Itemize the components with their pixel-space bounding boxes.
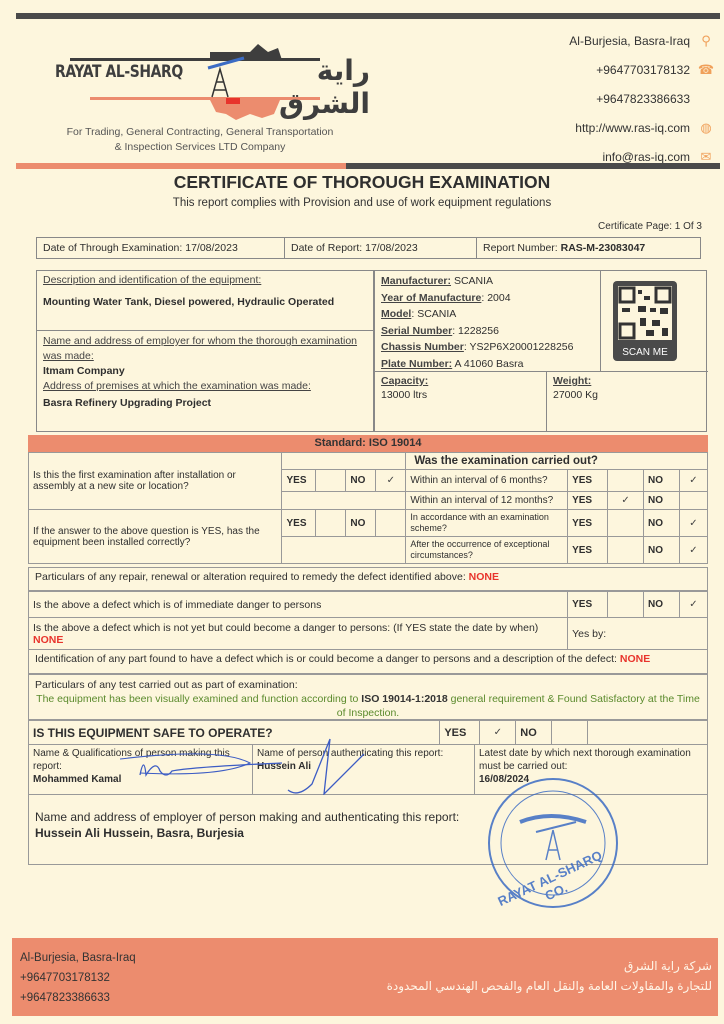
exam-date-cell <box>37 238 285 258</box>
footer-address: Al-Burjesia, Basra-Iraq <box>20 952 136 964</box>
report-maker-label: Name & Qualifications of person making this report: <box>33 748 230 772</box>
q2-no-label: NO <box>346 510 376 537</box>
employer-of-maker-label: Name and address of employer of person making and authenticating this report: <box>35 810 460 824</box>
plate-value: A 41060 Basra <box>454 357 524 370</box>
spacer-cell <box>282 537 406 564</box>
contact-phone-2 <box>414 84 714 113</box>
plate-line <box>381 356 594 373</box>
test-text-2: general requirement & Found Satisfactory at the Time of Inspection. <box>336 693 700 719</box>
qr-scan-label: SCAN ME <box>622 347 668 358</box>
standard-banner: Standard: ISO 19014 <box>28 435 708 452</box>
globe-icon: ◍ <box>700 119 712 135</box>
q2-yes-checkbox[interactable] <box>316 510 346 537</box>
manufacturer-line <box>381 273 594 290</box>
q1-no-label: NO <box>346 470 376 492</box>
chassis-line: Chassis Number: YS2P6X20001228256 <box>381 341 574 353</box>
identification-row <box>28 649 708 674</box>
interval-12-yes-checkbox[interactable]: ✓ <box>608 492 644 510</box>
interval-12-no-label: NO <box>643 492 679 510</box>
future-danger-label: Is the above a defect which is not yet but could become a danger to persons: (If YES state the date by when) <box>33 621 539 634</box>
header-divider-accent <box>16 163 346 169</box>
immediate-yes-label: YES <box>568 592 608 618</box>
report-number-label: Report Number: <box>483 242 558 254</box>
weight-value: 27000 Kg <box>553 389 598 401</box>
report-maker-name: Mohammed Kamal <box>33 774 122 785</box>
chassis-label: Chassis Number <box>381 341 464 353</box>
q1-no-checkbox[interactable]: ✓ <box>376 470 406 492</box>
page-subtitle: This report complies with Provision and use of work equipment regulations <box>172 197 552 209</box>
report-date-value: 17/08/2023 <box>365 242 418 254</box>
contact-phone-1 <box>414 55 714 84</box>
model-label: Model <box>381 308 412 320</box>
equipment-specs-panel <box>374 270 707 432</box>
tagline-line-1: For Trading, General Contracting, General Transportation <box>66 126 334 138</box>
description-label: Description and identification of the equipment: <box>43 274 262 286</box>
qr-code[interactable] <box>613 281 677 361</box>
employer-value: Itmam Company <box>43 365 125 377</box>
interval-6-yes-label: YES <box>568 470 608 492</box>
spacer-cell <box>588 721 708 745</box>
carried-out-title: Was the examination carried out? <box>406 453 708 470</box>
exam-scheme-label: In accordance with an examination scheme? <box>406 510 568 537</box>
blank-icon-spacer <box>698 91 714 107</box>
exceptional-yes-label: YES <box>568 537 608 564</box>
test-label: Particulars of any test carried out as part of examination: <box>35 679 298 691</box>
immediate-no-label: NO <box>644 592 680 618</box>
first-exam-question: Is this the first examination after installation or assembly at a new site or location? <box>29 453 282 510</box>
footer-phone-1: +9647703178132 <box>20 972 110 984</box>
test-text-1: The equipment has been visually examined and function according to <box>36 693 359 705</box>
model-value: SCANIA <box>417 308 457 320</box>
report-date-cell <box>285 238 477 258</box>
report-number-value: RAS-M-23083047 <box>560 242 646 254</box>
exceptional-yes-checkbox[interactable] <box>608 537 644 564</box>
chassis-value: YS2P6X20001228256 <box>469 341 574 353</box>
capacity-label: Capacity: <box>381 375 429 387</box>
q2-yes-label: YES <box>282 510 316 537</box>
immediate-no-checkbox[interactable]: ✓ <box>679 592 707 618</box>
safe-no-checkbox[interactable] <box>552 721 588 745</box>
contact-list <box>414 26 714 171</box>
immediate-yes-checkbox[interactable] <box>608 592 644 618</box>
authenticator-name: Hussein Ali <box>257 761 312 772</box>
exceptional-no-label: NO <box>643 537 679 564</box>
weight-label: Weight: <box>553 375 592 387</box>
safe-yes-checkbox[interactable]: ✓ <box>480 721 516 745</box>
yes-by-field[interactable]: Yes by: <box>568 618 708 650</box>
certificate-page-number: Certificate Page: 1 Of 3 <box>598 221 702 232</box>
report-date-label: Date of Report: <box>291 242 363 254</box>
qr-cell <box>601 271 708 372</box>
footer-contacts <box>20 948 136 1008</box>
year-value: 2004 <box>487 291 511 304</box>
logo-english-text: RAYAT AL-SHARQ <box>55 62 183 82</box>
safe-to-operate-label: IS THIS EQUIPMENT SAFE TO OPERATE? <box>29 721 440 745</box>
capacity-value: 13000 ltrs <box>381 389 428 401</box>
q1-yes-checkbox[interactable] <box>316 470 346 492</box>
identification-label: Identification of any part found to have a defect which is or could become a danger to persons and a description of the defect: <box>35 653 617 665</box>
interval-6-no-checkbox[interactable]: ✓ <box>679 470 707 492</box>
interval-12-months-label: Within an interval of 12 months? <box>406 492 568 510</box>
interval-6-yes-checkbox[interactable] <box>608 470 644 492</box>
spacer-cell <box>282 492 406 510</box>
danger-table <box>28 591 708 650</box>
examination-questions-table <box>28 452 708 564</box>
contact-address <box>414 26 714 55</box>
page-title: CERTIFICATE OF THOROUGH EXAMINATION <box>173 172 551 192</box>
test-iso-standard: ISO 19014-1:2018 <box>361 693 448 705</box>
repair-label: Particulars of any repair, renewal or alteration required to remedy the defect identified above: <box>35 571 466 583</box>
test-description <box>35 692 701 720</box>
location-pin-icon: ⚲ <box>701 32 711 48</box>
year-line: Year of Manufacture: 2004 <box>381 291 511 304</box>
spacer-cell <box>282 453 406 470</box>
email-link[interactable]: info@ras-iq.com <box>602 149 690 164</box>
serial-line: Serial Number: 1228256 <box>381 324 499 337</box>
safe-yes-label: YES <box>440 721 480 745</box>
contact-phone-1-text: +9647703178132 <box>596 62 690 77</box>
authenticator-label: Name of person authenticating this report: <box>257 748 444 759</box>
manufacturer-label: Manufacturer: <box>381 275 452 287</box>
contact-address-text: Al-Burjesia, Basra-Iraq <box>569 33 690 48</box>
q1-yes-label: YES <box>282 470 316 492</box>
exam-date-label: Date of Through Examination: <box>43 242 183 254</box>
exam-date-value: 17/08/2023 <box>185 242 238 254</box>
premises-label: Address of premises at which the examination was made: <box>43 380 311 392</box>
report-number-cell <box>477 238 700 258</box>
manufacturer-value: SCANIA <box>453 275 494 287</box>
company-tagline <box>30 125 370 155</box>
weight-cell <box>547 372 707 432</box>
employer-label: Name and address of employer for whom the thorough examination was made: <box>43 335 358 362</box>
company-logo <box>30 22 370 122</box>
mail-icon: ✉ <box>700 148 712 164</box>
interval-6-months-label: Within an interval of 6 months? <box>406 470 568 492</box>
test-row <box>28 674 708 720</box>
scheme-yes-checkbox[interactable] <box>608 510 644 537</box>
equipment-description-panel <box>36 270 374 432</box>
scheme-no-checkbox[interactable]: ✓ <box>679 510 707 537</box>
future-danger-cell <box>29 618 568 650</box>
interval-12-yes-label: YES <box>568 492 608 510</box>
future-danger-value: NONE <box>33 633 64 646</box>
model-line: Model: SCANIA <box>381 308 457 320</box>
installed-correctly-question: If the answer to the above question is YES, has the equipment been installed correctly? <box>29 510 282 564</box>
capacity-cell <box>375 372 547 432</box>
interval-12-no-checkbox[interactable] <box>679 492 707 510</box>
signature-authenticator-icon <box>280 735 390 795</box>
footer-band <box>12 938 718 1016</box>
scheme-yes-label: YES <box>568 510 608 537</box>
repair-value: NONE <box>468 571 500 583</box>
year-label: Year of Manufacture <box>381 291 482 304</box>
footer-arabic-line-2: للتجارة والمقاولات العامة والنقل العام والفحص الهندسي المحدودة <box>386 979 712 993</box>
employer-of-maker-value: Hussein Ali Hussein, Basra, Burjesia <box>35 826 244 840</box>
serial-label: Serial Number <box>381 324 453 337</box>
immediate-danger-label: Is the above a defect which is of immediate danger to persons <box>29 592 568 618</box>
interval-6-no-label: NO <box>643 470 679 492</box>
header-divider-dark <box>346 163 720 169</box>
contact-phone-2-text: +9647823386633 <box>596 91 690 106</box>
description-value: Mounting Water Tank, Diesel powered, Hydraulic Operated <box>43 296 335 308</box>
qr-pattern-icon <box>618 286 672 340</box>
premises-value: Basra Refinery Upgrading Project <box>43 397 212 409</box>
contact-website <box>414 113 714 142</box>
phone-icon: ☎ <box>697 61 715 77</box>
plate-label: Plate Number: <box>381 357 453 370</box>
identification-value: NONE <box>619 653 651 665</box>
logo-arabic-text: راية الشرق <box>278 55 370 119</box>
stamp-text: RAYAT AL-SHARQ CO. <box>495 847 605 909</box>
next-exam-date: 16/08/2024 <box>479 774 530 785</box>
website-link[interactable]: http://www.ras-iq.com <box>575 120 690 135</box>
q2-no-checkbox[interactable] <box>376 510 406 537</box>
footer-arabic <box>387 956 712 996</box>
serial-value: 1228256 <box>458 324 499 337</box>
repair-row <box>28 567 708 591</box>
scheme-no-label: NO <box>643 510 679 537</box>
footer-phone-2: +9647823386633 <box>20 992 110 1004</box>
next-exam-label: Latest date by which next thorough examination must be carried out: <box>479 748 691 772</box>
date-row <box>36 237 701 259</box>
company-stamp <box>488 778 618 908</box>
tagline-line-2: & Inspection Services LTD Company <box>114 141 286 153</box>
safe-no-label: NO <box>516 721 552 745</box>
footer-arabic-line-1: شركة راية الشرق <box>623 959 712 973</box>
exceptional-circumstances-label: After the occurrence of exceptional circumstances? <box>406 537 568 564</box>
exceptional-no-checkbox[interactable]: ✓ <box>679 537 707 564</box>
header-top-bar <box>16 13 720 19</box>
